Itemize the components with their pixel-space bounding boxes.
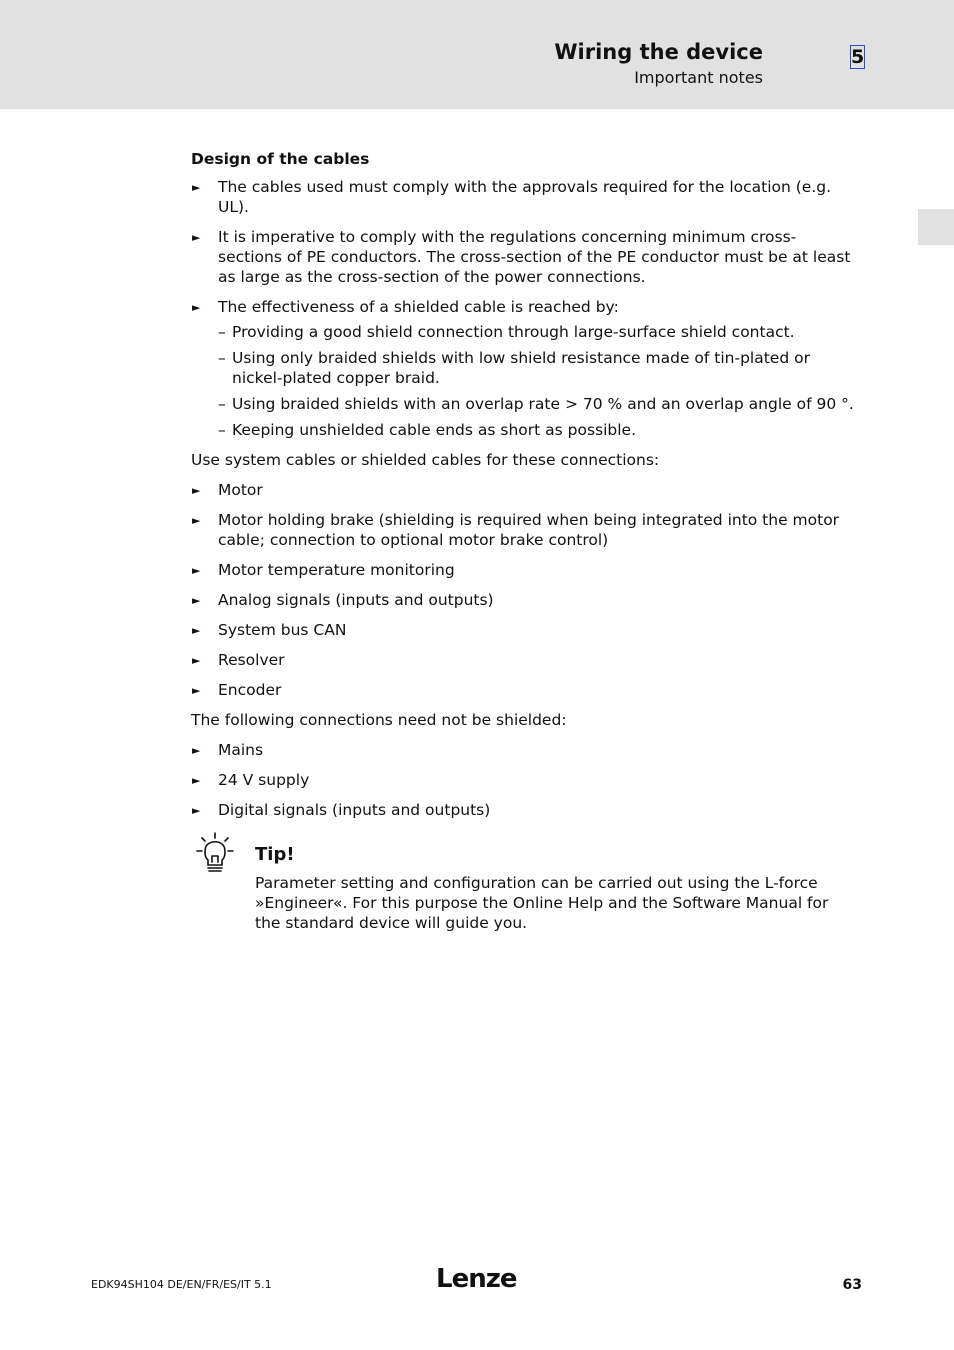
brand-logo: Lenze — [436, 1264, 517, 1294]
arrow-bullet-icon: ► — [192, 804, 201, 817]
sub-list-item-text: Using braided shields with an overlap rate > 70 % and an overlap angle of 90 °. — [232, 395, 854, 413]
dash-bullet: – — [218, 395, 226, 413]
sub-list-item — [218, 394, 855, 414]
unshielded-connections-list — [191, 740, 855, 820]
arrow-bullet-icon: ► — [192, 774, 201, 787]
tip-title: Tip! — [255, 844, 295, 865]
side-tab-marker — [918, 209, 954, 245]
cable-requirements-list — [191, 177, 855, 440]
list-item — [191, 740, 855, 760]
list-item-text: The effectiveness of a shielded cable is reached by: — [218, 298, 619, 316]
dash-bullet: – — [218, 421, 226, 439]
tip-body: Parameter setting and configuration can be carried out using the L-force »Engineer«. For this purpose the Online Help and the Software Manual for the standard device will guide you. — [255, 874, 829, 932]
shielded-intro: Use system cables or shielded cables for these connections: — [191, 451, 660, 469]
list-item-text: Motor holding brake (shielding is required when being integrated into the motor cable; connection to optional motor brake control) — [218, 511, 840, 549]
list-item — [191, 560, 855, 580]
footer-doc-id: EDK94SH104 DE/EN/FR/ES/IT 5.1 — [91, 1278, 272, 1291]
list-item — [191, 177, 855, 217]
sub-list-item-text: Using only braided shields with low shield resistance made of tin-plated or nickel-plated copper braid. — [232, 349, 810, 387]
sub-list-item-text: Providing a good shield connection through large-surface shield contact. — [232, 323, 795, 341]
arrow-bullet-icon: ► — [192, 654, 201, 667]
list-item-text: Motor — [218, 481, 263, 499]
chapter-title: Wiring the device — [554, 40, 763, 64]
header-band — [0, 0, 954, 109]
list-item-text: Resolver — [218, 651, 285, 669]
arrow-bullet-icon: ► — [192, 744, 201, 757]
lightbulb-icon — [195, 832, 235, 874]
list-item-text: It is imperative to comply with the regulations concerning minimum cross-sections of PE conductors. The cross-section of the PE conductor must be at least as large as the cross-section of the power connections. — [218, 228, 851, 286]
list-item — [191, 620, 855, 640]
arrow-bullet-icon: ► — [192, 231, 201, 244]
list-item — [191, 297, 855, 440]
shielded-connections-list — [191, 480, 855, 700]
sub-list-item — [218, 348, 855, 388]
dash-bullet: – — [218, 323, 226, 341]
list-item — [191, 680, 855, 700]
arrow-bullet-icon: ► — [192, 484, 201, 497]
list-item-text: 24 V supply — [218, 771, 310, 789]
list-item-text: Motor temperature monitoring — [218, 561, 455, 579]
list-item — [191, 590, 855, 610]
shield-points-list — [218, 322, 855, 440]
list-item — [191, 227, 855, 287]
chapter-number-badge[interactable]: 5 — [851, 46, 865, 68]
page-number: 63 — [842, 1277, 862, 1293]
arrow-bullet-icon: ► — [192, 301, 201, 314]
sub-list-item — [218, 420, 855, 440]
unshielded-intro: The following connections need not be shielded: — [191, 711, 567, 729]
dash-bullet: – — [218, 349, 226, 367]
arrow-bullet-icon: ► — [192, 624, 201, 637]
list-item-text: The cables used must comply with the approvals required for the location (e.g. UL). — [218, 178, 832, 216]
list-item-text: Digital signals (inputs and outputs) — [218, 801, 491, 819]
arrow-bullet-icon: ► — [192, 514, 201, 527]
page-content — [191, 149, 855, 830]
sub-list-item — [218, 322, 855, 342]
list-item-text: Mains — [218, 741, 264, 759]
arrow-bullet-icon: ► — [192, 594, 201, 607]
arrow-bullet-icon: ► — [192, 564, 201, 577]
chapter-subtitle: Important notes — [634, 68, 763, 87]
list-item — [191, 480, 855, 500]
list-item-text: System bus CAN — [218, 621, 347, 639]
list-item-text: Analog signals (inputs and outputs) — [218, 591, 494, 609]
list-item — [191, 800, 855, 820]
section-heading: Design of the cables — [191, 150, 370, 168]
arrow-bullet-icon: ► — [192, 684, 201, 697]
list-item — [191, 770, 855, 790]
sub-list-item-text: Keeping unshielded cable ends as short as possible. — [232, 421, 637, 439]
list-item-text: Encoder — [218, 681, 282, 699]
list-item — [191, 510, 855, 550]
arrow-bullet-icon: ► — [192, 181, 201, 194]
list-item — [191, 650, 855, 670]
